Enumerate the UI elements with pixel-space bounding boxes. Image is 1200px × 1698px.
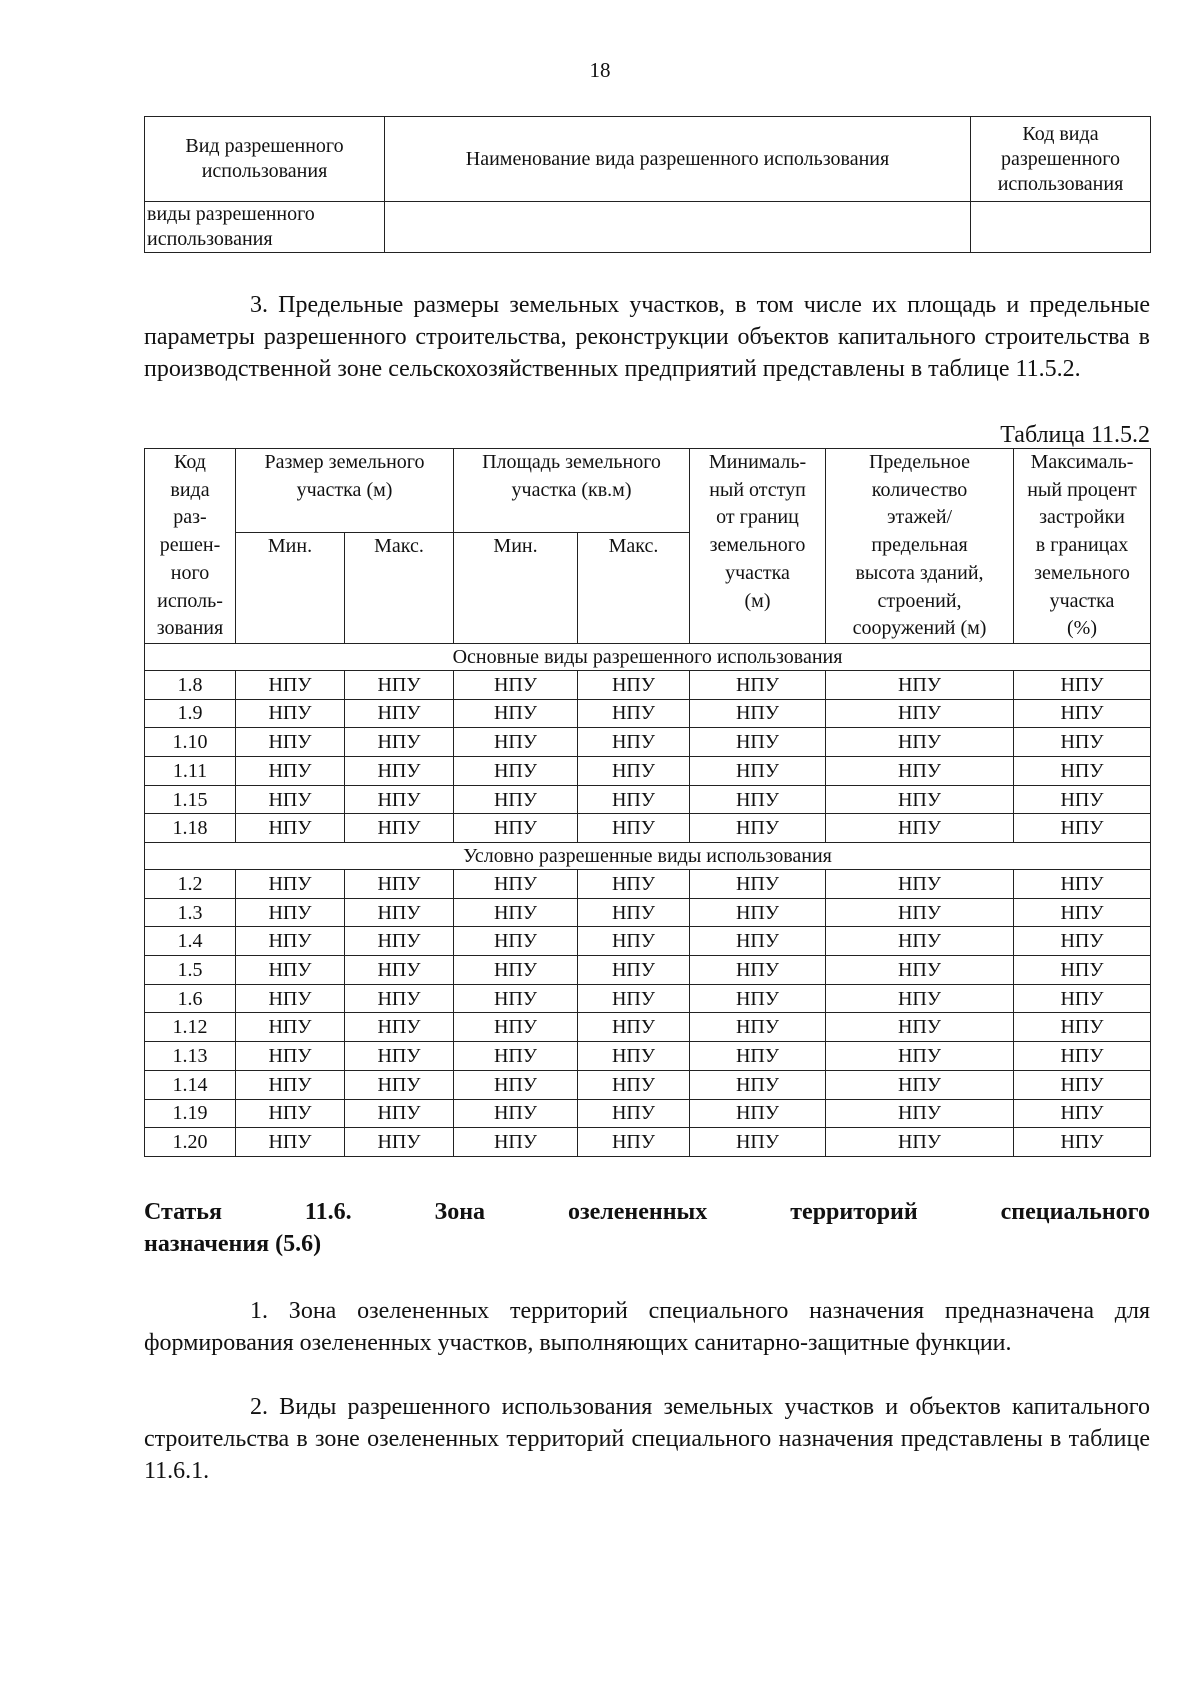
cell-value: НПУ [345, 814, 454, 843]
cell-value: НПУ [345, 898, 454, 927]
table-row [145, 728, 1151, 757]
cell-value: НПУ [826, 1128, 1014, 1157]
table-row [145, 870, 1151, 899]
article-word: территорий [790, 1199, 918, 1225]
cell-code: 1.18 [145, 814, 236, 843]
cell-value: НПУ [1014, 927, 1151, 956]
cell-value: НПУ [1014, 956, 1151, 985]
article-word: Зона [434, 1199, 486, 1225]
cell-value: НПУ [826, 785, 1014, 814]
section-row [145, 843, 1151, 870]
cell-value: НПУ [454, 1099, 578, 1128]
table-row [145, 898, 1151, 927]
header-size-max: Макс. [345, 532, 454, 643]
cell-value: НПУ [345, 699, 454, 728]
cell-value: НПУ [690, 1042, 826, 1071]
limits-table [144, 448, 1151, 1157]
cell-value: НПУ [690, 728, 826, 757]
cell-value: НПУ [236, 670, 345, 699]
cell-value: НПУ [578, 756, 690, 785]
cell-value: НПУ [1014, 898, 1151, 927]
cell-value: НПУ [345, 956, 454, 985]
cell-value: НПУ [236, 1070, 345, 1099]
cell-value: НПУ [578, 927, 690, 956]
cell-value: НПУ [454, 1128, 578, 1157]
cell-value: НПУ [454, 1042, 578, 1071]
cell-value: НПУ [578, 785, 690, 814]
cell-value: НПУ [690, 927, 826, 956]
cell-value: НПУ [826, 670, 1014, 699]
table-row [145, 1070, 1151, 1099]
cell-value: НПУ [236, 870, 345, 899]
article-heading-line1 [144, 1196, 1150, 1228]
cell-value: НПУ [345, 785, 454, 814]
cell-value: НПУ [690, 699, 826, 728]
cell-use-code [971, 202, 1151, 253]
article-word: специального [1000, 1199, 1150, 1225]
cell-value: НПУ [236, 927, 345, 956]
cell-value: НПУ [826, 898, 1014, 927]
table-row [145, 956, 1151, 985]
cell-value: НПУ [690, 814, 826, 843]
cell-value: НПУ [236, 1099, 345, 1128]
cell-value: НПУ [826, 1013, 1014, 1042]
paragraph-2: 2. Виды разрешенного использования земельных участков и объектов капитального строительства в зоне озелененных территорий специального назначения представлены в таблице 11.6.1. [144, 1394, 1150, 1484]
cell-value: НПУ [345, 728, 454, 757]
header-area-max: Макс. [578, 532, 690, 643]
cell-use-type: виды разрешенного использования [145, 202, 385, 253]
cell-value: НПУ [826, 956, 1014, 985]
cell-value: НПУ [826, 1042, 1014, 1071]
cell-code: 1.10 [145, 728, 236, 757]
header-use-code: Код вида разрешенного использования [971, 117, 1151, 202]
cell-value: НПУ [1014, 1099, 1151, 1128]
header-floors: Предельное количество этажей/ предельная высота зданий, строений, сооружений (м) [826, 449, 1014, 644]
cell-value: НПУ [578, 699, 690, 728]
cell-value: НПУ [1014, 1128, 1151, 1157]
cell-value: НПУ [690, 756, 826, 785]
section-title: Условно разрешенные виды использования [145, 843, 1151, 870]
cell-value: НПУ [236, 699, 345, 728]
cell-code: 1.6 [145, 984, 236, 1013]
table-caption: Таблица 11.5.2 [1000, 422, 1150, 448]
cell-value: НПУ [454, 984, 578, 1013]
cell-value: НПУ [454, 956, 578, 985]
cell-value: НПУ [578, 728, 690, 757]
article-word: Статья [144, 1199, 222, 1225]
table-row [145, 984, 1151, 1013]
cell-value: НПУ [578, 1128, 690, 1157]
cell-value: НПУ [345, 1128, 454, 1157]
cell-value: НПУ [826, 870, 1014, 899]
cell-value: НПУ [345, 756, 454, 785]
header-use-name: Наименование вида разрешенного использования [385, 117, 971, 202]
cell-value: НПУ [454, 728, 578, 757]
cell-value: НПУ [236, 785, 345, 814]
cell-value: НПУ [826, 756, 1014, 785]
cell-value: НПУ [690, 984, 826, 1013]
cell-value: НПУ [826, 814, 1014, 843]
table-row [145, 756, 1151, 785]
cell-value: НПУ [236, 1128, 345, 1157]
cell-value: НПУ [1014, 728, 1151, 757]
cell-value: НПУ [1014, 756, 1151, 785]
cell-value: НПУ [578, 1013, 690, 1042]
cell-value: НПУ [1014, 870, 1151, 899]
cell-value: НПУ [236, 1013, 345, 1042]
cell-value: НПУ [454, 756, 578, 785]
header-percent: Максималь- ный процент застройки в границах земельного участка (%) [1014, 449, 1151, 644]
cell-use-name [385, 202, 971, 253]
cell-code: 1.11 [145, 756, 236, 785]
cell-value: НПУ [826, 728, 1014, 757]
cell-value: НПУ [578, 670, 690, 699]
cell-code: 1.12 [145, 1013, 236, 1042]
cell-value: НПУ [690, 1128, 826, 1157]
cell-value: НПУ [236, 898, 345, 927]
cell-value: НПУ [454, 699, 578, 728]
section-row [145, 643, 1151, 670]
cell-value: НПУ [690, 870, 826, 899]
cell-value: НПУ [236, 756, 345, 785]
cell-value: НПУ [454, 785, 578, 814]
cell-value: НПУ [454, 814, 578, 843]
cell-value: НПУ [578, 956, 690, 985]
cell-value: НПУ [826, 1070, 1014, 1099]
cell-value: НПУ [454, 870, 578, 899]
cell-value: НПУ [345, 870, 454, 899]
cell-value: НПУ [1014, 984, 1151, 1013]
cell-value: НПУ [826, 699, 1014, 728]
cell-value: НПУ [578, 1070, 690, 1099]
cell-value: НПУ [578, 1099, 690, 1128]
cell-value: НПУ [578, 870, 690, 899]
cell-code: 1.2 [145, 870, 236, 899]
cell-value: НПУ [454, 670, 578, 699]
article-word: 11.6. [304, 1199, 352, 1225]
cell-value: НПУ [454, 1013, 578, 1042]
article-heading-line2: назначения (5.6) [144, 1231, 322, 1257]
cell-code: 1.15 [145, 785, 236, 814]
header-area-min: Мин. [454, 532, 578, 643]
cell-value: НПУ [578, 898, 690, 927]
cell-code: 1.8 [145, 670, 236, 699]
cell-value: НПУ [345, 984, 454, 1013]
cell-value: НПУ [690, 898, 826, 927]
table-row [145, 927, 1151, 956]
table-row [145, 785, 1151, 814]
cell-value: НПУ [690, 1099, 826, 1128]
cell-value: НПУ [1014, 1042, 1151, 1071]
cell-value: НПУ [454, 927, 578, 956]
cell-value: НПУ [454, 898, 578, 927]
permitted-use-table-continuation [144, 116, 1151, 253]
cell-code: 1.13 [145, 1042, 236, 1071]
cell-value: НПУ [690, 785, 826, 814]
cell-value: НПУ [236, 956, 345, 985]
table-row [145, 1013, 1151, 1042]
cell-value: НПУ [826, 1099, 1014, 1128]
table-row [145, 1099, 1151, 1128]
cell-value: НПУ [236, 984, 345, 1013]
cell-value: НПУ [690, 1013, 826, 1042]
section-title: Основные виды разрешенного использования [145, 643, 1151, 670]
cell-value: НПУ [236, 814, 345, 843]
article-heading [144, 1196, 1150, 1260]
cell-value: НПУ [1014, 785, 1151, 814]
table-row [145, 1042, 1151, 1071]
cell-value: НПУ [1014, 670, 1151, 699]
header-use-type: Вид разрешенного использования [145, 117, 385, 202]
cell-code: 1.3 [145, 898, 236, 927]
article-word: озелененных [568, 1199, 708, 1225]
cell-value: НПУ [826, 927, 1014, 956]
cell-value: НПУ [345, 927, 454, 956]
table-row [145, 1128, 1151, 1157]
cell-value: НПУ [690, 670, 826, 699]
header-size: Размер земельного участка (м) [236, 449, 454, 533]
cell-value: НПУ [1014, 1013, 1151, 1042]
page-number: 18 [589, 58, 611, 82]
paragraph-1: 1. Зона озелененных территорий специального назначения предназначена для формирования озелененных участков, выполняющих санитарно-защитные функции. [144, 1298, 1150, 1356]
table-row [145, 670, 1151, 699]
cell-code: 1.19 [145, 1099, 236, 1128]
cell-value: НПУ [345, 670, 454, 699]
cell-value: НПУ [454, 1070, 578, 1099]
cell-value: НПУ [578, 814, 690, 843]
cell-value: НПУ [578, 1042, 690, 1071]
table-row [145, 814, 1151, 843]
cell-value: НПУ [1014, 699, 1151, 728]
cell-code: 1.5 [145, 956, 236, 985]
cell-value: НПУ [690, 1070, 826, 1099]
cell-value: НПУ [236, 1042, 345, 1071]
cell-value: НПУ [1014, 1070, 1151, 1099]
cell-value: НПУ [345, 1013, 454, 1042]
cell-value: НПУ [690, 956, 826, 985]
cell-code: 1.20 [145, 1128, 236, 1157]
header-setback: Минималь- ный отступ от границ земельного участка (м) [690, 449, 826, 644]
cell-value: НПУ [826, 984, 1014, 1013]
cell-value: НПУ [236, 728, 345, 757]
cell-value: НПУ [578, 984, 690, 1013]
header-size-min: Мин. [236, 532, 345, 643]
header-area: Площадь земельного участка (кв.м) [454, 449, 690, 533]
cell-code: 1.9 [145, 699, 236, 728]
cell-code: 1.4 [145, 927, 236, 956]
cell-value: НПУ [345, 1099, 454, 1128]
cell-code: 1.14 [145, 1070, 236, 1099]
header-code: Код вида раз- решен- ного исполь- зования [145, 449, 236, 644]
paragraph-3: 3. Предельные размеры земельных участков, в том числе их площадь и предельные параметры разрешенного строительства, реконструкции объектов капитального строительства в производственной зоне сельскохозяйственных предприятий представлены в таблице 11.5.2. [144, 292, 1150, 382]
cell-value: НПУ [1014, 814, 1151, 843]
cell-value: НПУ [345, 1042, 454, 1071]
table-row [145, 699, 1151, 728]
cell-value: НПУ [345, 1070, 454, 1099]
